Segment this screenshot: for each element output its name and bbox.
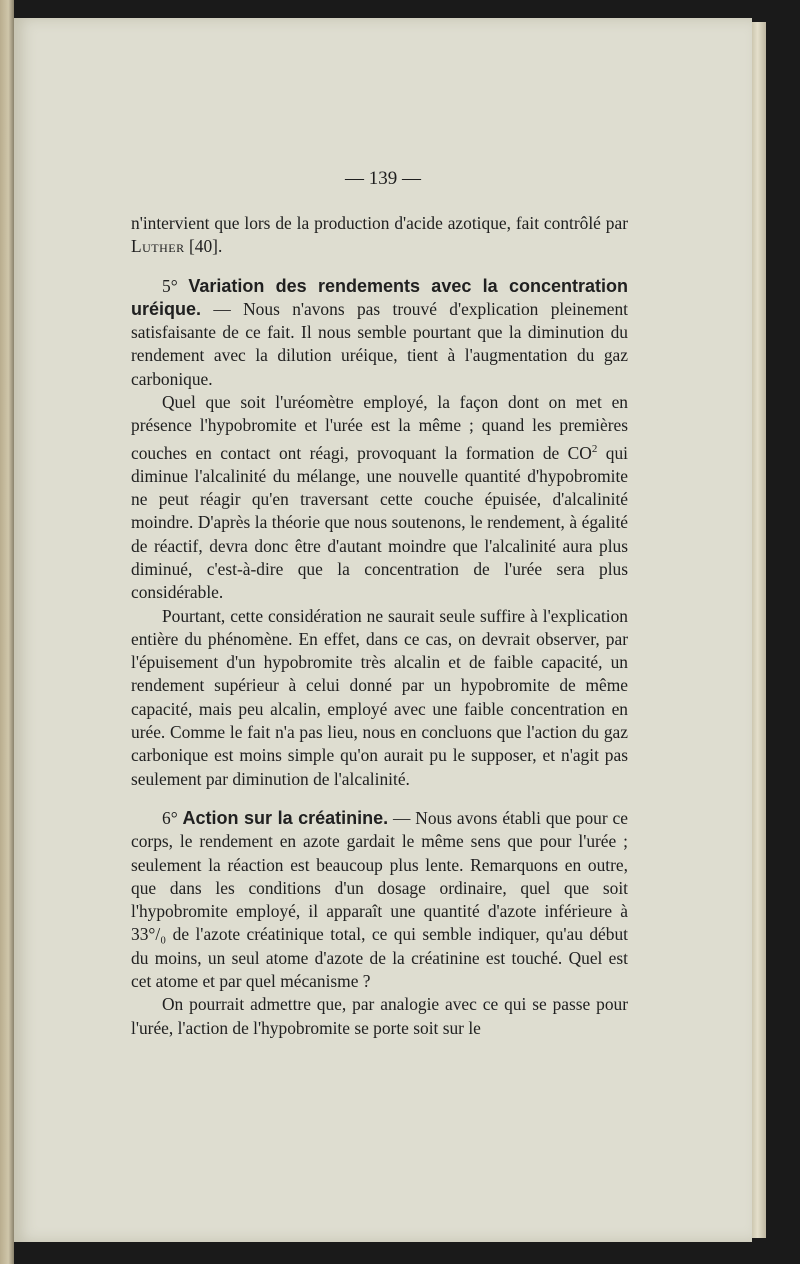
body-text [131, 212, 628, 1040]
section-6-heading: Action sur la créatinine. [182, 807, 389, 828]
section-6-lead-b: de l'azote créatinique total, ce qui semble indiquer, qu'au début du moins, un seul atome d'azote de la créatinine est touché. Quel est cet atome et par quel mécanisme ? [131, 924, 628, 991]
author-name: Luther [131, 236, 185, 257]
intro-text: n'intervient que lors de la production d'acide azotique, fait contrôlé par [131, 213, 628, 233]
intro-paragraph [131, 212, 628, 259]
paragraph-text: Quel que soit l'uréomètre employé, la façon dont on met en présence l'hypobromite et l'urée est la même ; quand les premières couches en contact ont réagi, provoquant la formation de CO [131, 392, 628, 463]
reference: [40]. [184, 236, 223, 257]
page-stack-edge [752, 22, 766, 1238]
section-5-paragraph [131, 275, 628, 391]
section-6-paragraph [131, 807, 628, 993]
section-5-paragraph-2 [131, 391, 628, 604]
paragraph-text: qui diminue l'alcalinité du mélange, une nouvelle quantité d'hypobromite ne peut réagir qu'en traversant cette couche épuisée, d'alcalinité moindre. D'après la théorie que nous soutenons, le rendement, à égalité de réactif, devra donc être d'autant moindre que l'alcalinité aura plus diminué, c'est-à-dire que la concentration de l'urée sera plus considérable. [131, 442, 629, 603]
section-5-paragraph-3: Pourtant, cette considération ne saurait seule suffire à l'explication entière du phénomène. En effet, dans ce cas, on devrait observer, par l'épuisement d'un hypobromite très alcalin et de faible capacité, un rendement supérieur à celui donné par un hypobromite de même capacité, mais peu alcalin, employé avec une faible concentration en urée. Comme le fait n'a pas lieu, nous en concluons que l'action du gaz carbonique est moins simple qu'on aurait pu le supposer, et n'agit pas seulement par diminution de l'alcalinité. [131, 605, 628, 789]
section-5-heading: Variation des rendements avec la concentration uréique. [131, 275, 628, 319]
superscript: 2 [591, 442, 598, 455]
book-spine-edge [0, 0, 14, 1264]
section-6-number: 6° [162, 807, 178, 828]
section-6-lead-a: — Nous avons établi que pour ce corps, le rendement en azote gardait le même sens que pour l'urée ; seulement la réaction est beaucoup plus lente. Remarquons en outre, que dans les conditions d'un dosage ordinaire, quel que soit l'hypobromite employé, il apparaît une quantité d'azote inférieure à 33 [131, 807, 628, 945]
page-number: — 139 — [345, 168, 421, 189]
section-5-number: 5° [162, 275, 178, 296]
percent-sign: °/₀ [148, 924, 167, 945]
book-page [14, 18, 752, 1242]
section-6-paragraph-2: On pourrait admettre que, par analogie avec ce qui se passe pour l'urée, l'action de l'hypobromite se porte soit sur le [131, 994, 628, 1038]
section-5-lead: — Nous n'avons pas trouvé d'explication pleinement satisfaisante de ce fait. Il nous semble pourtant que la diminution du rendement avec la dilution uréique, tient à l'augmentation du gaz carbonique. [131, 298, 628, 389]
